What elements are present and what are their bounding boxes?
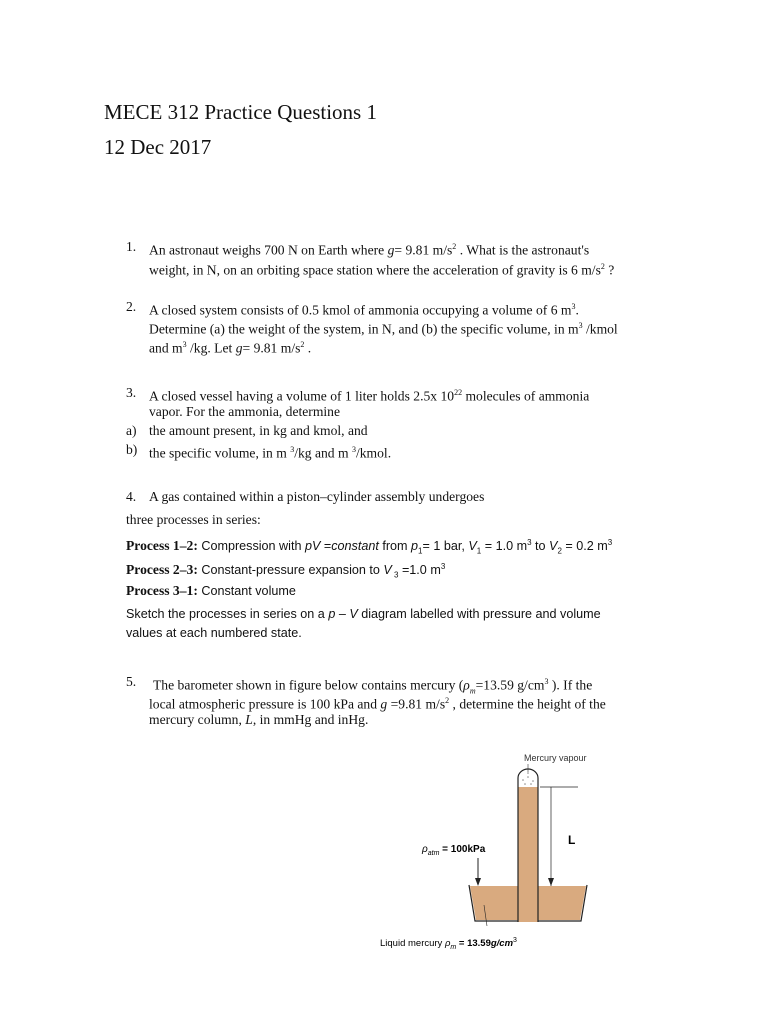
patm-label: $\rho_{atm} = 100kPa$ bbox=[422, 844, 486, 857]
question-text-line: Determine (a) the weight of the system, in N, and (b) the specific volume, in $m^3$ /kmol bbox=[149, 321, 618, 337]
process-1-2: Process 1–2: Compression with pV =constant from $p_1= 1$ bar, $V_1 = 1.0$ $m^3$ to $V_2 = 0.2$ $m^3$ bbox=[126, 538, 613, 556]
question-text-line: weight, in N, on an orbiting space station where the acceleration of gravity is 6 $m/s^2$ ? bbox=[149, 262, 615, 278]
vapour-dots bbox=[522, 772, 534, 785]
page-date: 12 Dec 2017 bbox=[104, 135, 212, 159]
question-text-line: An astronaut weighs 700 N on Earth where g= 9.81 $m/s^2$ . What is the astronaut's bbox=[149, 242, 590, 258]
question-text-line: A closed system consists of 0.5 kmol of ammonia occupying a volume of 6 $m^3$. bbox=[149, 302, 579, 318]
question-text-line: vapor. For the ammonia, determine bbox=[149, 404, 341, 419]
sub-item-text: the amount present, in kg and kmol, and bbox=[149, 423, 368, 438]
question-text-line: The barometer shown in figure below contains mercury ($\rho_m=13.59$ $g/cm^3$ ). If the bbox=[153, 677, 593, 696]
mercury-column bbox=[518, 787, 538, 922]
pressure-arrow-icon bbox=[475, 878, 481, 886]
question-number: 5. bbox=[126, 674, 137, 689]
question-number: 1. bbox=[126, 239, 137, 254]
question-text-line: mercury column, L, in mmHg and inHg. bbox=[149, 712, 369, 727]
page-title: MECE 312 Practice Questions 1 bbox=[104, 100, 377, 124]
question-text-line: A gas contained within a piston–cylinder assembly undergoes bbox=[149, 489, 485, 504]
question-text-line: local atmospheric pressure is 100 kPa and g =9.81 $m/s^2$ , determine the height of the bbox=[149, 696, 606, 712]
question-text-line: Sketch the processes in series on a p – V diagram labelled with pressure and volume bbox=[126, 607, 601, 621]
question-number: 4. bbox=[126, 489, 137, 504]
vapour-label: Mercury vapour bbox=[524, 753, 587, 763]
question-text-line: A closed vessel having a volume of 1 liter holds 2.5x $10^{22}$ molecules of ammonia bbox=[149, 388, 590, 404]
liquid-label: Liquid mercury $\rho_m = 13.59g/cm^3$ bbox=[380, 937, 517, 951]
process-3-1: Process 3–1: Constant volume bbox=[126, 583, 296, 598]
question-text-line: values at each numbered state. bbox=[126, 626, 302, 640]
question-text-line: three processes in series: bbox=[126, 512, 261, 527]
height-label: L bbox=[568, 833, 576, 847]
barometer-figure bbox=[360, 740, 620, 960]
process-2-3: Process 2–3: Constant-pressure expansion to V $_3$ =1.0 $m^3$ bbox=[126, 562, 446, 580]
sub-item-text: the specific volume, in m $^3$/kg and m $^3$/kmol. bbox=[149, 445, 392, 461]
sub-item-label: b) bbox=[126, 442, 138, 457]
question-number: 3. bbox=[126, 385, 137, 400]
question-number: 2. bbox=[126, 299, 137, 314]
question-text-line: and $m^3$ /kg. Let g= 9.81 $m/s^2$ . bbox=[149, 340, 312, 356]
sub-item-label: a) bbox=[126, 423, 137, 438]
